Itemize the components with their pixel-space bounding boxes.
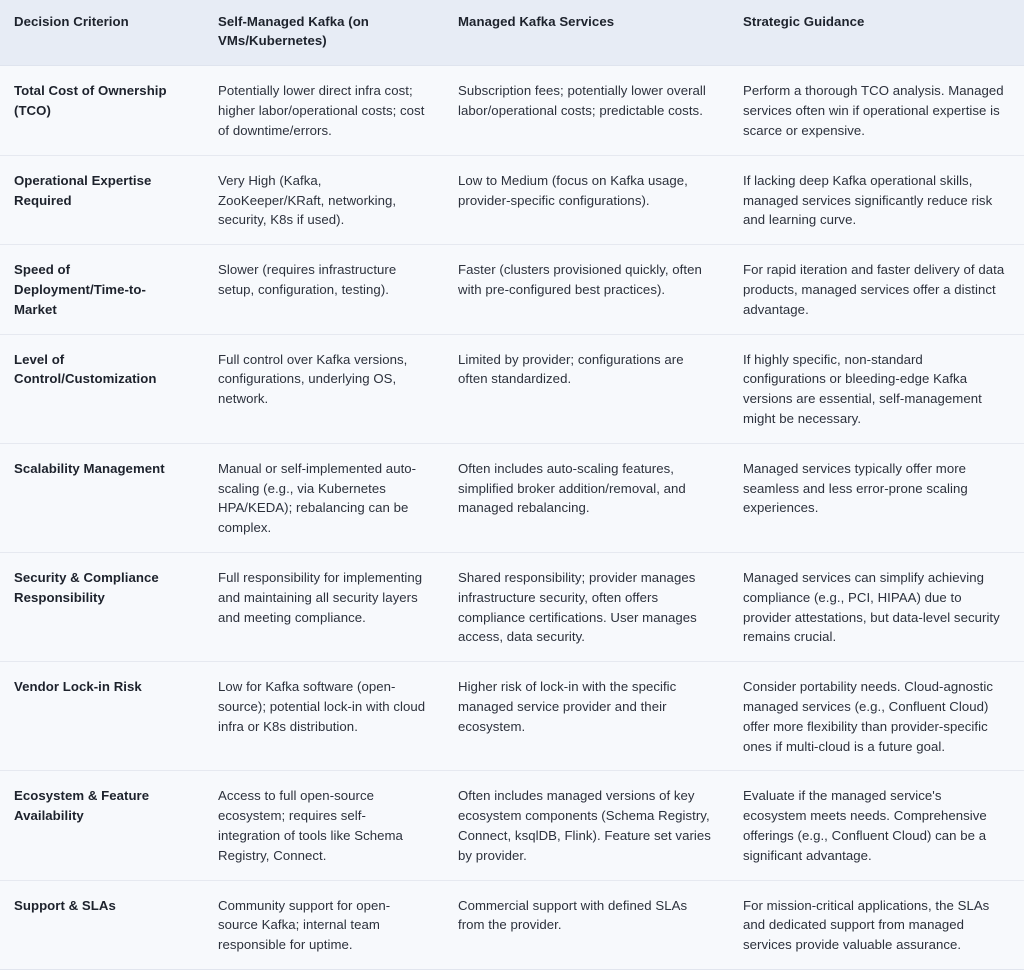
cell-self-managed: Manual or self-implemented auto-scaling (e.g., via Kubernetes HPA/KEDA); rebalancing can be complex. [204,443,444,552]
cell-guidance: Evaluate if the managed service's ecosystem meets needs. Comprehensive offerings (e.g., Confluent Cloud) can be a significant advantage. [729,771,1024,880]
cell-guidance: If highly specific, non-standard configurations or bleeding-edge Kafka versions are essential, self-management might be necessary. [729,334,1024,443]
cell-self-managed: Full control over Kafka versions, configurations, underlying OS, network. [204,334,444,443]
cell-self-managed: Full responsibility for implementing and maintaining all security layers and meeting compliance. [204,553,444,662]
cell-criterion: Security & Compliance Responsibility [0,553,204,662]
column-header-decision-criterion: Decision Criterion [0,0,204,66]
cell-criterion: Operational Expertise Required [0,155,204,244]
column-header-strategic-guidance: Strategic Guidance [729,0,1024,66]
cell-criterion: Speed of Deployment/Time-to-Market [0,245,204,334]
table-row [0,155,1024,244]
cell-criterion: Scalability Management [0,443,204,552]
cell-guidance: Managed services typically offer more seamless and less error-prone scaling experiences. [729,443,1024,552]
cell-criterion: Level of Control/Customization [0,334,204,443]
table-row [0,771,1024,880]
cell-managed: Commercial support with defined SLAs from the provider. [444,880,729,969]
cell-managed: Faster (clusters provisioned quickly, often with pre-configured best practices). [444,245,729,334]
cell-guidance: If lacking deep Kafka operational skills, managed services significantly reduce risk and learning curve. [729,155,1024,244]
table-row [0,443,1024,552]
cell-self-managed: Very High (Kafka, ZooKeeper/KRaft, networking, security, K8s if used). [204,155,444,244]
column-header-managed-kafka-services: Managed Kafka Services [444,0,729,66]
table-row [0,334,1024,443]
cell-criterion: Support & SLAs [0,880,204,969]
cell-managed: Shared responsibility; provider manages infrastructure security, often offers compliance certifications. User manages access, data security. [444,553,729,662]
cell-self-managed: Community support for open-source Kafka; internal team responsible for uptime. [204,880,444,969]
table-header [0,0,1024,66]
table-row [0,66,1024,155]
cell-self-managed: Access to full open-source ecosystem; requires self-integration of tools like Schema Registry, Connect. [204,771,444,880]
table-row [0,245,1024,334]
cell-managed: Limited by provider; configurations are often standardized. [444,334,729,443]
cell-managed: Often includes managed versions of key ecosystem components (Schema Registry, Connect, ksqlDB, Flink). Feature set varies by provider. [444,771,729,880]
cell-self-managed: Slower (requires infrastructure setup, configuration, testing). [204,245,444,334]
cell-managed: Often includes auto-scaling features, simplified broker addition/removal, and managed rebalancing. [444,443,729,552]
table-body [0,66,1024,970]
cell-guidance: Managed services can simplify achieving compliance (e.g., PCI, HIPAA) due to provider attestations, but data-level security remains crucial. [729,553,1024,662]
column-header-self-managed-kafka: Self-Managed Kafka (on VMs/Kubernetes) [204,0,444,66]
cell-criterion: Ecosystem & Feature Availability [0,771,204,880]
cell-self-managed: Low for Kafka software (open-source); potential lock-in with cloud infra or K8s distribution. [204,662,444,771]
cell-guidance: For rapid iteration and faster delivery of data products, managed services offer a distinct advantage. [729,245,1024,334]
cell-managed: Subscription fees; potentially lower overall labor/operational costs; predictable costs. [444,66,729,155]
table-row [0,553,1024,662]
cell-criterion: Vendor Lock-in Risk [0,662,204,771]
cell-guidance: Perform a thorough TCO analysis. Managed services often win if operational expertise is scarce or expensive. [729,66,1024,155]
table-header-row [0,0,1024,66]
table-row [0,880,1024,969]
cell-self-managed: Potentially lower direct infra cost; higher labor/operational costs; cost of downtime/errors. [204,66,444,155]
cell-criterion: Total Cost of Ownership (TCO) [0,66,204,155]
cell-guidance: For mission-critical applications, the SLAs and dedicated support from managed services provide valuable assurance. [729,880,1024,969]
cell-managed: Low to Medium (focus on Kafka usage, provider-specific configurations). [444,155,729,244]
table-row [0,662,1024,771]
cell-managed: Higher risk of lock-in with the specific managed service provider and their ecosystem. [444,662,729,771]
cell-guidance: Consider portability needs. Cloud-agnostic managed services (e.g., Confluent Cloud) offer more flexibility than provider-specific ones if multi-cloud is a future goal. [729,662,1024,771]
